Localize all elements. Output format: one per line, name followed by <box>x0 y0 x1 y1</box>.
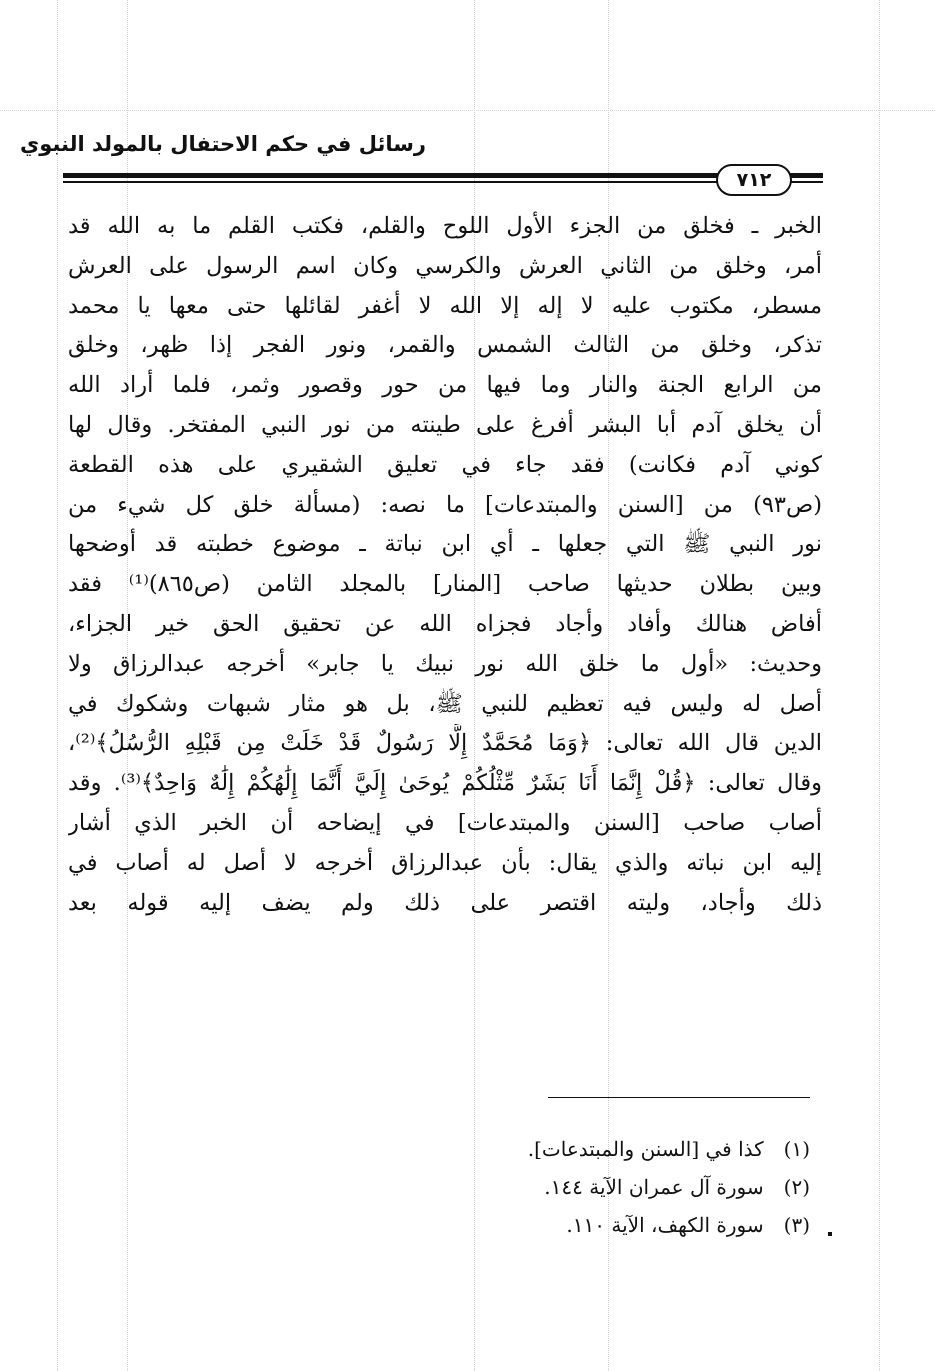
text-line: الدين قال الله تعالى: ﴿وَمَا مُحَمَّدٌ إِلَّا رَسُولٌ قَدْ خَلَتْ مِن قَبْلِهِ الرُّسُلُ﴾⁽²⁾، <box>68 730 822 757</box>
text-line: (ص٩٣) من [السنن والمبتدعات] ما نصه: (مسألة خلق كل شيء من <box>68 491 822 518</box>
footnote-number: (٣) <box>783 1213 810 1237</box>
scan-guide-line <box>57 0 58 1371</box>
text-line: أصاب صاحب [السنن والمبتدعات] في إيضاحه أن الخبر الذي أشار <box>68 809 822 836</box>
footnote-number: (١) <box>783 1137 810 1161</box>
footnote-text: سورة الكهف، الآية ١١٠. <box>566 1213 764 1237</box>
footnote-number: (٢) <box>783 1175 810 1199</box>
text-line: الخبر ـ فخلق من الجزء الأول اللوح والقلم، فكتب القلم ما به الله قد <box>68 213 822 239</box>
footnote-separator <box>548 1097 810 1098</box>
scan-speck <box>828 1232 832 1236</box>
text-line: نور النبي ﷺ التي جعلها ـ أي ابن نباتة ـ موضوع خطبته قد أوضحها <box>68 531 822 558</box>
text-line: كوني آدم فكانت) فقد جاء في تعليق الشقيري على هذه القطعة <box>68 451 822 478</box>
page-number: ٧١٢ <box>716 164 792 196</box>
text-line: من الرابع الجنة والنار وما فيها من حور وقصور وثمر، فلما أراد الله <box>68 372 822 399</box>
text-line: ذلك وأجاد، وليته اقتصر على ذلك ولم يضف إليه قوله بعد <box>68 889 822 916</box>
text-line: أمر، وخلق من الثاني العرش والكرسي وكان اسم الرسول على العرش <box>68 252 822 279</box>
text-line: مسطر، مكتوب عليه لا إله إلا الله لا أغفر لقائلها حتى معها يا محمد <box>68 292 822 319</box>
header-rule-thick <box>63 173 823 178</box>
text-line: وقال تعالى: ﴿قُلْ إِنَّمَا أَنَا بَشَرٌ مِّثْلُكُمْ يُوحَىٰ إِلَيَّ أَنَّمَا إِلَٰهُكُمْ إِلَٰهٌ وَاحِدٌ﴾⁽³⁾. وقد <box>68 770 822 797</box>
text-line: إليه ابن نباته والذي يقال: بأن عبدالرزاق أخرجه لا أصل له أصاب في <box>68 849 822 876</box>
footnote-text: سورة آل عمران الآية ١٤٤. <box>544 1175 764 1199</box>
header-rule-thin <box>63 181 823 183</box>
text-line: أصل له وليس فيه تعظيم للنبي ﷺ، بل هو مثار شبهات وشكوك في <box>68 690 822 717</box>
footnote <box>300 1130 810 1168</box>
running-title: رسائل في حكم الاحتفال بالمولد النبوي <box>20 132 426 156</box>
footnote-text: كذا في [السنن والمبتدعات]. <box>527 1137 764 1161</box>
text-line: وبين بطلان حديثها صاحب [المنار] بالمجلد الثامن (ص٨٦٥)⁽¹⁾ فقد <box>68 571 822 598</box>
text-line: أن يخلق آدم أبا البشر أفرغ على طينته من نور النبي المفتخر. وقال لها <box>68 411 822 438</box>
scan-guide-line <box>0 110 935 111</box>
text-line: تذكر، وخلق من الثالث الشمس والقمر، ونور الفجر إذا ظهر، وخلق <box>68 332 822 359</box>
text-line: أفاض هنالك وأفاد وأجاد فجزاه الله عن تحقيق الحق خير الجزاء، <box>68 610 822 637</box>
body-text <box>68 207 822 1057</box>
text-line: وحديث: «أول ما خلق الله نور نبيك يا جابر» أخرجه عبدالرزاق ولا <box>68 650 822 677</box>
footnotes <box>300 1130 810 1244</box>
footnote <box>300 1206 810 1244</box>
scan-guide-line <box>879 0 880 1371</box>
footnote <box>300 1168 810 1206</box>
